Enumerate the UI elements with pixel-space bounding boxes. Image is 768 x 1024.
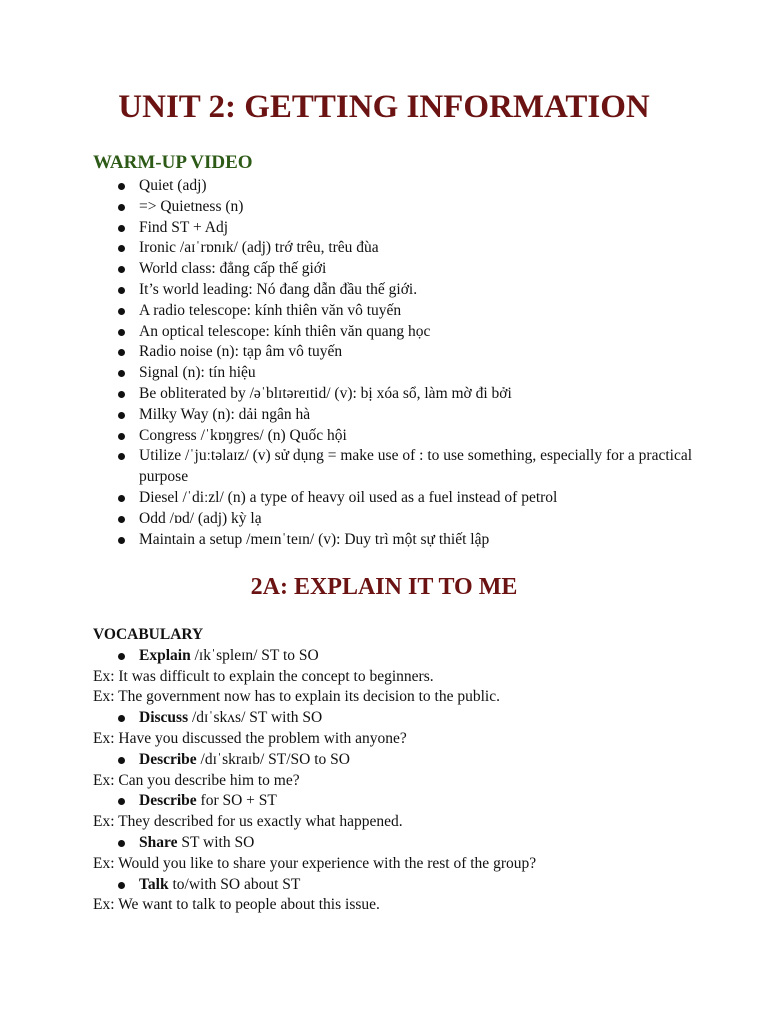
vocab-entry-talk bbox=[93, 875, 693, 896]
vocab-detail: to/with SO about ST bbox=[168, 875, 301, 893]
list-item: Utilize /ˈjuːtəlaɪz/ (v) sử dụng = make use of : to use something, especially for a practical purpose bbox=[139, 446, 699, 488]
list-item: Signal (n): tín hiệu bbox=[139, 363, 699, 384]
vocab-detail: for SO + ST bbox=[196, 792, 277, 810]
example-sentence: Ex: The government now has to explain its decision to the public. bbox=[93, 688, 500, 706]
list-item: Odd /ɒd/ (adj) kỳ lạ bbox=[139, 509, 699, 530]
list-item: Ironic /aɪˈrɒnɪk/ (adj) trớ trêu, trêu đùa bbox=[139, 238, 699, 259]
vocab-detail: ST with SO bbox=[177, 833, 255, 851]
vocab-word: Discuss bbox=[139, 709, 189, 727]
list-item: Milky Way (n): dải ngân hà bbox=[139, 405, 699, 426]
list-item: Diesel /ˈdiːzl/ (n) a type of heavy oil used as a fuel instead of petrol bbox=[139, 488, 699, 509]
example-sentence: Ex: We want to talk to people about this issue. bbox=[93, 896, 380, 914]
list-item: A radio telescope: kính thiên văn vô tuyến bbox=[139, 301, 699, 322]
vocab-word: Describe bbox=[139, 750, 197, 768]
example-sentence: Ex: Can you describe him to me? bbox=[93, 771, 300, 789]
example-sentence: Ex: Would you like to share your experience with the rest of the group? bbox=[93, 854, 537, 872]
vocab-entry-describe-for bbox=[93, 791, 693, 812]
vocab-word: Describe bbox=[139, 792, 197, 810]
vocab-entry-share bbox=[93, 833, 693, 854]
list-item: Find ST + Adj bbox=[139, 218, 699, 239]
list-item: An optical telescope: kính thiên văn quang học bbox=[139, 322, 699, 343]
example-sentence: Ex: Have you discussed the problem with anyone? bbox=[93, 729, 407, 747]
example-sentence: Ex: It was difficult to explain the concept to beginners. bbox=[93, 667, 434, 685]
vocab-detail: /dɪˈskʌs/ ST with SO bbox=[188, 709, 323, 727]
vocab-detail: /ɪkˈspleɪn/ ST to SO bbox=[190, 646, 319, 664]
list-item: Quiet (adj) bbox=[139, 176, 699, 197]
list-item: Radio noise (n): tạp âm vô tuyến bbox=[139, 342, 699, 363]
list-item: It’s world leading: Nó đang dẫn đầu thế giới. bbox=[139, 280, 699, 301]
warmup-heading: WARM-UP VIDEO bbox=[93, 152, 253, 173]
vocab-entry-discuss bbox=[93, 708, 693, 729]
vocab-entry-explain bbox=[93, 646, 693, 667]
vocab-entry-describe bbox=[93, 750, 693, 771]
page-title: UNIT 2: GETTING INFORMATION bbox=[118, 89, 650, 125]
section-heading-2a: 2A: EXPLAIN IT TO ME bbox=[250, 574, 518, 600]
list-item: => Quietness (n) bbox=[139, 197, 699, 218]
vocabulary-label: VOCABULARY bbox=[93, 626, 204, 643]
list-item: World class: đẳng cấp thế giới bbox=[139, 259, 699, 280]
vocab-word: Talk bbox=[139, 875, 169, 893]
list-item: Maintain a setup /meɪnˈteɪn/ (v): Duy trì một sự thiết lập bbox=[139, 530, 699, 551]
example-sentence: Ex: They described for us exactly what happened. bbox=[93, 813, 403, 831]
list-item: Be obliterated by /əˈblɪtəreɪtid/ (v): bị xóa sổ, làm mờ đi bởi bbox=[139, 384, 699, 405]
list-item: Congress /ˈkɒŋgres/ (n) Quốc hội bbox=[139, 426, 699, 447]
vocab-detail: /dɪˈskraɪb/ ST/SO to SO bbox=[196, 750, 350, 768]
vocab-word: Explain bbox=[139, 646, 191, 664]
vocabulary-section bbox=[93, 625, 693, 916]
warmup-list bbox=[139, 176, 699, 550]
vocab-word: Share bbox=[139, 833, 178, 851]
